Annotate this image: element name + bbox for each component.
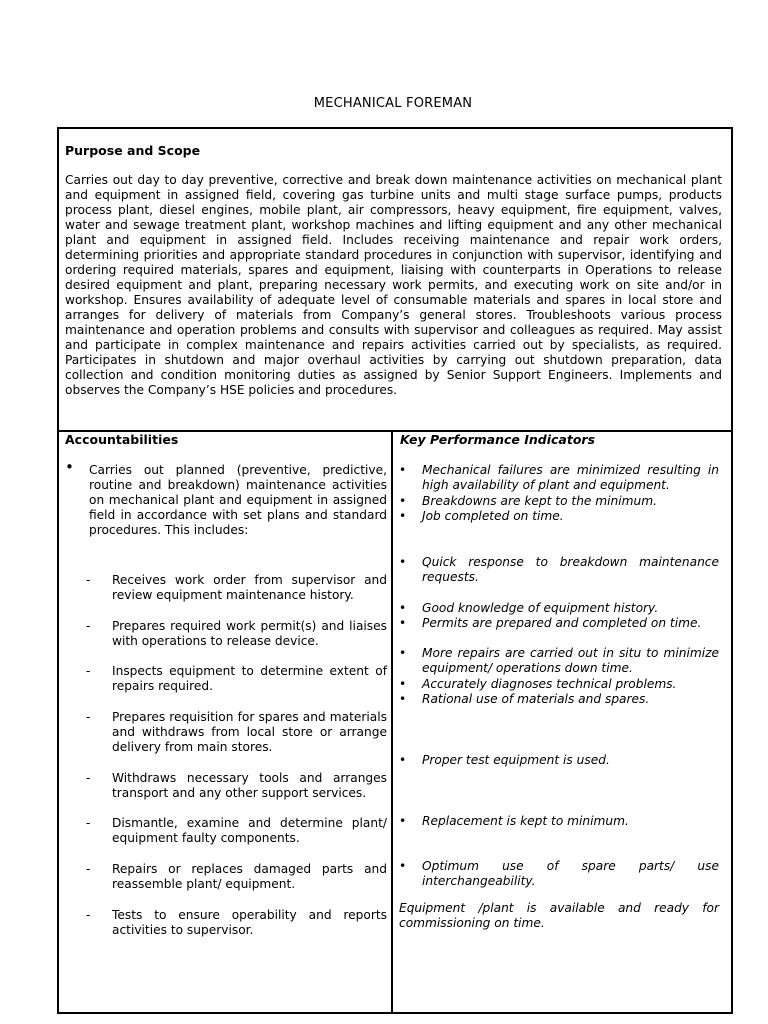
accountability-main-text: Carries out planned (preventive, predictive, routine and breakdown) maintenance activities on mechanical plant and equipment in assigned field in accordance with set plans and standard procedures. This includes: (89, 463, 387, 537)
accountabilities-heading: Accountabilities (65, 432, 179, 447)
dash-bullet: - (86, 816, 91, 830)
accountability-sub-text: Repairs or replaces damaged parts and reassemble plant/ equipment. (112, 862, 387, 891)
job-description-table (57, 127, 733, 1014)
kpi-text: Breakdowns are kept to the minimum. (422, 494, 657, 508)
kpi-item (399, 646, 719, 676)
purpose-section (59, 129, 731, 432)
accountability-sub-item (86, 816, 387, 846)
kpi-item (399, 753, 719, 768)
kpi-item (399, 463, 719, 493)
accountability-sub-item (86, 908, 387, 938)
kpi-item (399, 616, 719, 631)
kpi-text: Mechanical failures are minimized resulting in high availability of plant and equipment. (422, 463, 719, 492)
kpi-item (399, 601, 719, 616)
accountability-sub-text: Tests to ensure operability and reports activities to supervisor. (112, 908, 387, 937)
bullet-icon: • (399, 859, 407, 873)
bullet-icon: • (399, 753, 407, 767)
kpi-heading: Key Performance Indicators (400, 432, 596, 447)
purpose-heading: Purpose and Scope (65, 143, 201, 158)
dash-bullet: - (86, 862, 91, 876)
kpi-item (399, 814, 719, 829)
dash-bullet: - (86, 771, 91, 785)
kpi-item (399, 859, 719, 889)
bullet-icon: • (399, 814, 407, 828)
kpi-column (393, 432, 731, 1012)
kpi-text: Rational use of materials and spares. (422, 692, 650, 706)
document-title: MECHANICAL FOREMAN (313, 96, 473, 111)
bullet-icon: • (65, 458, 74, 476)
accountability-sub-text: Dismantle, examine and determine plant/ equipment faulty components. (112, 816, 387, 845)
accountability-sub-item (86, 619, 387, 649)
kpi-closing-text: Equipment /plant is available and ready for commissioning on time. (399, 901, 719, 930)
dash-bullet: - (86, 619, 91, 633)
accountability-sub-item (86, 710, 387, 755)
dash-bullet: - (86, 710, 91, 724)
kpi-item (399, 509, 719, 524)
kpi-text: Proper test equipment is used. (422, 753, 610, 767)
accountability-sub-item (86, 573, 387, 603)
kpi-text: Accurately diagnoses technical problems. (422, 677, 677, 691)
bullet-icon: • (399, 494, 407, 508)
bullet-icon: • (399, 463, 407, 477)
kpi-text: Quick response to breakdown maintenance requests. (422, 555, 719, 584)
accountability-sub-item (86, 664, 387, 694)
bullet-icon: • (399, 677, 407, 691)
bullet-icon: • (399, 601, 407, 615)
accountability-sub-item (86, 862, 387, 892)
kpi-item (399, 677, 719, 692)
kpi-text: Optimum use of spare parts/ use interchangeability. (422, 859, 719, 888)
bullet-icon: • (399, 616, 407, 630)
bullet-icon: • (399, 646, 407, 660)
dash-bullet: - (86, 908, 91, 922)
kpi-text: Good knowledge of equipment history. (422, 601, 659, 615)
accountability-sub-text: Inspects equipment to determine extent of repairs required. (112, 664, 387, 693)
kpi-item (399, 494, 719, 509)
accountability-main-item (65, 458, 387, 538)
accountability-sub-text: Withdraws necessary tools and arranges transport and any other support services. (112, 771, 387, 800)
kpi-item (399, 555, 719, 585)
bullet-icon: • (399, 509, 407, 523)
accountability-sub-text: Prepares required work permit(s) and liaises with operations to release device. (112, 619, 387, 648)
bullet-icon: • (399, 692, 407, 706)
kpi-text: Job completed on time. (422, 509, 564, 523)
kpi-item (399, 692, 719, 707)
accountability-sub-text: Receives work order from supervisor and review equipment maintenance history. (112, 573, 387, 602)
kpi-text: More repairs are carried out in situ to minimize equipment/ operations down time. (422, 646, 719, 675)
accountability-sub-text: Prepares requisition for spares and materials and withdraws from local store or arrange delivery from main stores. (112, 710, 387, 754)
purpose-text: Carries out day to day preventive, corrective and break down maintenance activities on mechanical plant and equipment in assigned field, covering gas turbine units and multi stage surface pumps, products process plant, diesel engines, mobile plant, air compressors, heavy equipment, fire equipment, valves, water and sewage treatment plant, workshop machines and lifting equipment and any other mechanical plant and equipment in assigned field. Includes receiving maintenance and repair work orders, determining priorities and appropriate standard procedures in conjunction with supervisor, identifying and ordering required materials, spares and equipment, liaising with counterparts in Operations to release desired equipment and plant, preparing necessary work permits, and executing work on site and/or in workshop. Ensures availability of adequate level of consumable materials and spares in local store and arranges for delivery of materials from Company’s general stores. Troubleshoots various process maintenance and operation problems and consults with supervisor and colleagues as required. May assist and participate in complex maintenance and repairs activities carried out by specialists, as required. Participates in shutdown and major overhaul activities by carrying out shutdown preparation, data collection and condition monitoring duties as assigned by Senior Support Engineers. Implements and observes the Company’s HSE policies and procedures. (65, 173, 722, 397)
kpi-text: Permits are prepared and completed on time. (422, 616, 702, 630)
accountability-sub-item (86, 771, 387, 801)
dash-bullet: - (86, 573, 91, 587)
bullet-icon: • (399, 555, 407, 569)
dash-bullet: - (86, 664, 91, 678)
kpi-text: Replacement is kept to minimum. (422, 814, 629, 828)
accountabilities-column (59, 432, 393, 1012)
